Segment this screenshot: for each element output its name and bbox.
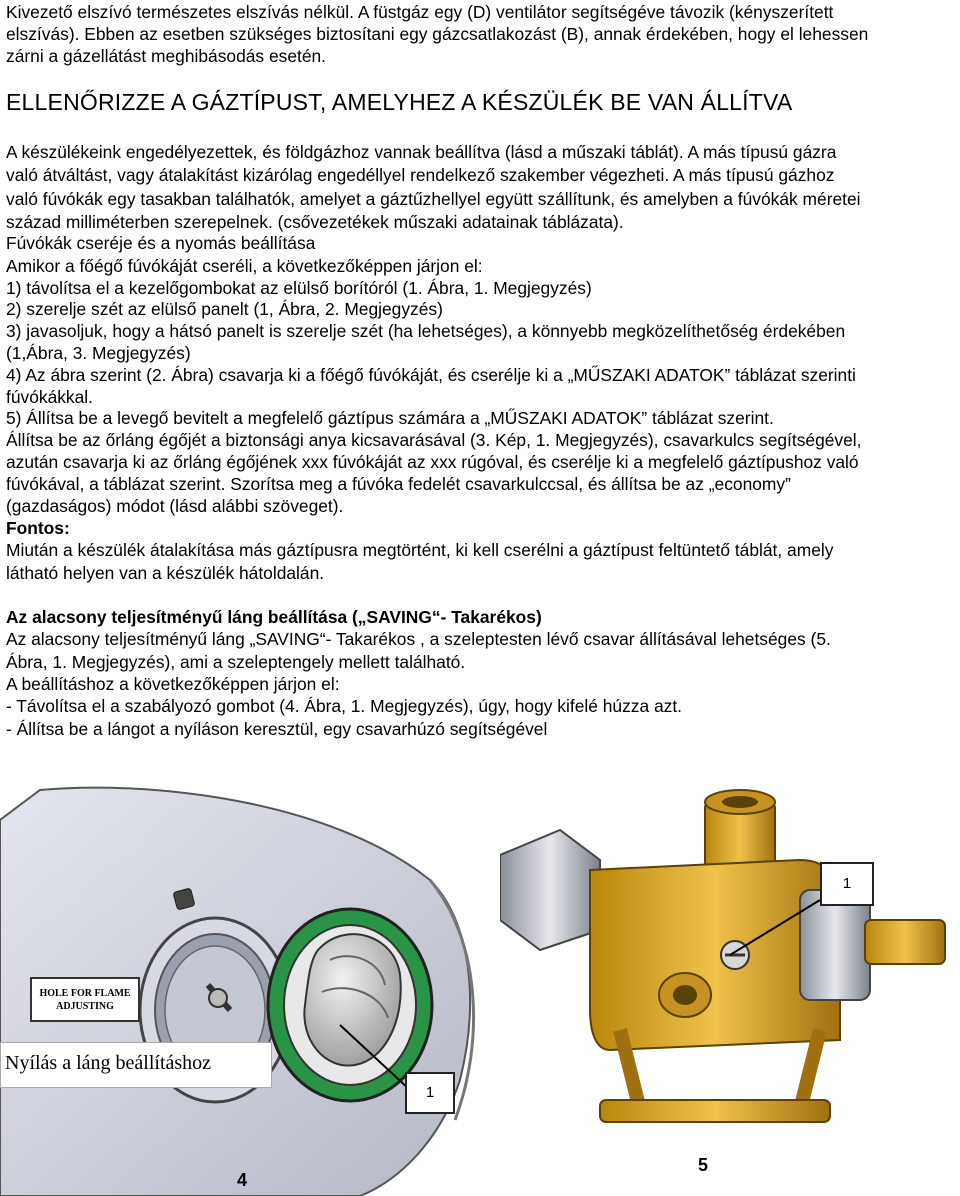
- para1-line-1: A készülékeink engedélyezettek, és földgázhoz vannak beállítva (lásd a műszaki táblát). A más típusú gázra: [6, 142, 837, 162]
- para1-line-2: való átváltást, vagy átalakítást kizárólag engedéllyel rendelkező szakember végezheti. A más típusú gázhoz: [6, 165, 835, 185]
- figure-4-callout-1: 1: [405, 1072, 455, 1114]
- intro-line-3: zárni a gázellátást meghibásodás esetén.: [6, 46, 326, 66]
- fontos-label: Fontos:: [6, 518, 70, 538]
- saving-line-3: A beállításhoz a következőképpen járjon el:: [6, 674, 340, 694]
- body-line-9: 5) Állítsa be a levegő bevitelt a megfelelő gáztípus számára a „MŰSZAKI ADATOK” táblázat szerint.: [6, 408, 774, 428]
- body-line-7: 4) Az ábra szerint (2. Ábra) csavarja ki a főégő fúvókáját, és cserélje ki a „MŰSZAKI ADATOK” táblázat szerinti: [6, 365, 856, 385]
- para1-line-4: század milliméterben szerepelnek. (csővezetékek műszaki adatainak táblázata).: [6, 212, 624, 232]
- saving-line-5: - Állítsa be a lángot a nyíláson keresztül, egy csavarhúzó segítségével: [6, 719, 548, 739]
- body-line-10: Állítsa be az őrláng égőjét a biztonsági anya kicsavarásával (3. Kép, 1. Megjegyzés), csavarkulcs segítségével,: [6, 430, 862, 450]
- body-line-3: 1) távolítsa el a kezelőgombokat az elülső borítóról (1. Ábra, 1. Megjegyzés): [6, 278, 592, 298]
- figure-5-callout-1: 1: [820, 862, 874, 906]
- body-line-6: (1,Ábra, 3. Megjegyzés): [6, 343, 191, 363]
- body-line-5: 3) javasoljuk, hogy a hátsó panelt is szerelje szét (ha lehetséges), a könnyebb megközelíthetőség érdekében: [6, 321, 846, 341]
- hole-label-line-1: HOLE FOR FLAME: [39, 988, 131, 999]
- body-line-11: azután csavarja ki az őrláng égőjének xxx fúvókáját az xxx rúgóval, és cserélje ki a megfelelő gáztípushoz való: [6, 452, 859, 472]
- figure-5-number: 5: [698, 1155, 709, 1175]
- hole-label-line-2: ADJUSTING: [56, 1001, 114, 1012]
- para1-line-3: való fúvókák egy tasakban találhatók, amelyet a gáztűzhellyel együtt szállítunk, és amelyben a fúvókák méretei: [6, 189, 861, 209]
- figure-4-number: 4: [237, 1170, 248, 1190]
- intro-line-1: Kivezető elszívó természetes elszívás nélkül. A füstgáz egy (D) ventilátor segítségéve távozik (kényszerített: [6, 2, 834, 22]
- saving-line-4: - Távolítsa el a szabályozó gombot (4. Ábra, 1. Megjegyzés), úgy, hogy kifelé húzza azt.: [6, 696, 683, 716]
- body-line-1: Fúvókák cseréje és a nyomás beállítása: [6, 233, 316, 253]
- body-line-8: fúvókákkal.: [6, 387, 93, 407]
- fontos-line-1: Miután a készülék átalakítása más gáztípusra megtörtént, ki kell cserélni a gáztípust feltüntető táblát, amely: [6, 540, 834, 560]
- saving-line-1: Az alacsony teljesítményű láng „SAVING“- Takarékos , a szeleptesten lévő csavar állításával lehetséges (5.: [6, 629, 831, 649]
- hole-for-flame-label: [30, 977, 140, 1022]
- section-heading: ELLENŐRIZZE A GÁZTÍPUST, AMELYHEZ A KÉSZÜLÉK BE VAN ÁLLÍTVA: [6, 89, 793, 115]
- body-line-4: 2) szerelje szét az elülső panelt (1, Ábra, 2. Megjegyzés): [6, 299, 443, 319]
- saving-line-2: Ábra, 1. Megjegyzés), ami a szeleptengely mellett található.: [6, 652, 466, 672]
- body-line-13: (gazdaságos) módot (lásd alábbi szöveget).: [6, 496, 344, 516]
- figure-5-valve-illustration: [500, 780, 960, 1170]
- body-line-2: Amikor a főégő fúvókáját cseréli, a következőképpen járjon el:: [6, 256, 483, 276]
- intro-line-2: elszívás). Ebben az esetben szükséges biztosítani egy gázcsatlakozást (B), annak érdekében, hogy el lehessen: [6, 24, 869, 44]
- saving-heading: Az alacsony teljesítményű láng beállítása („SAVING“- Takarékos): [6, 607, 542, 627]
- body-line-12: fúvókával, a táblázat szerint. Szorítsa meg a fúvóka fedelét csavarkulccsal, és állítsa be az „economy”: [6, 474, 791, 494]
- fontos-line-2: látható helyen van a készülék hátoldalán.: [6, 563, 325, 583]
- flame-opening-caption: Nyílás a láng beállításhoz: [0, 1042, 272, 1088]
